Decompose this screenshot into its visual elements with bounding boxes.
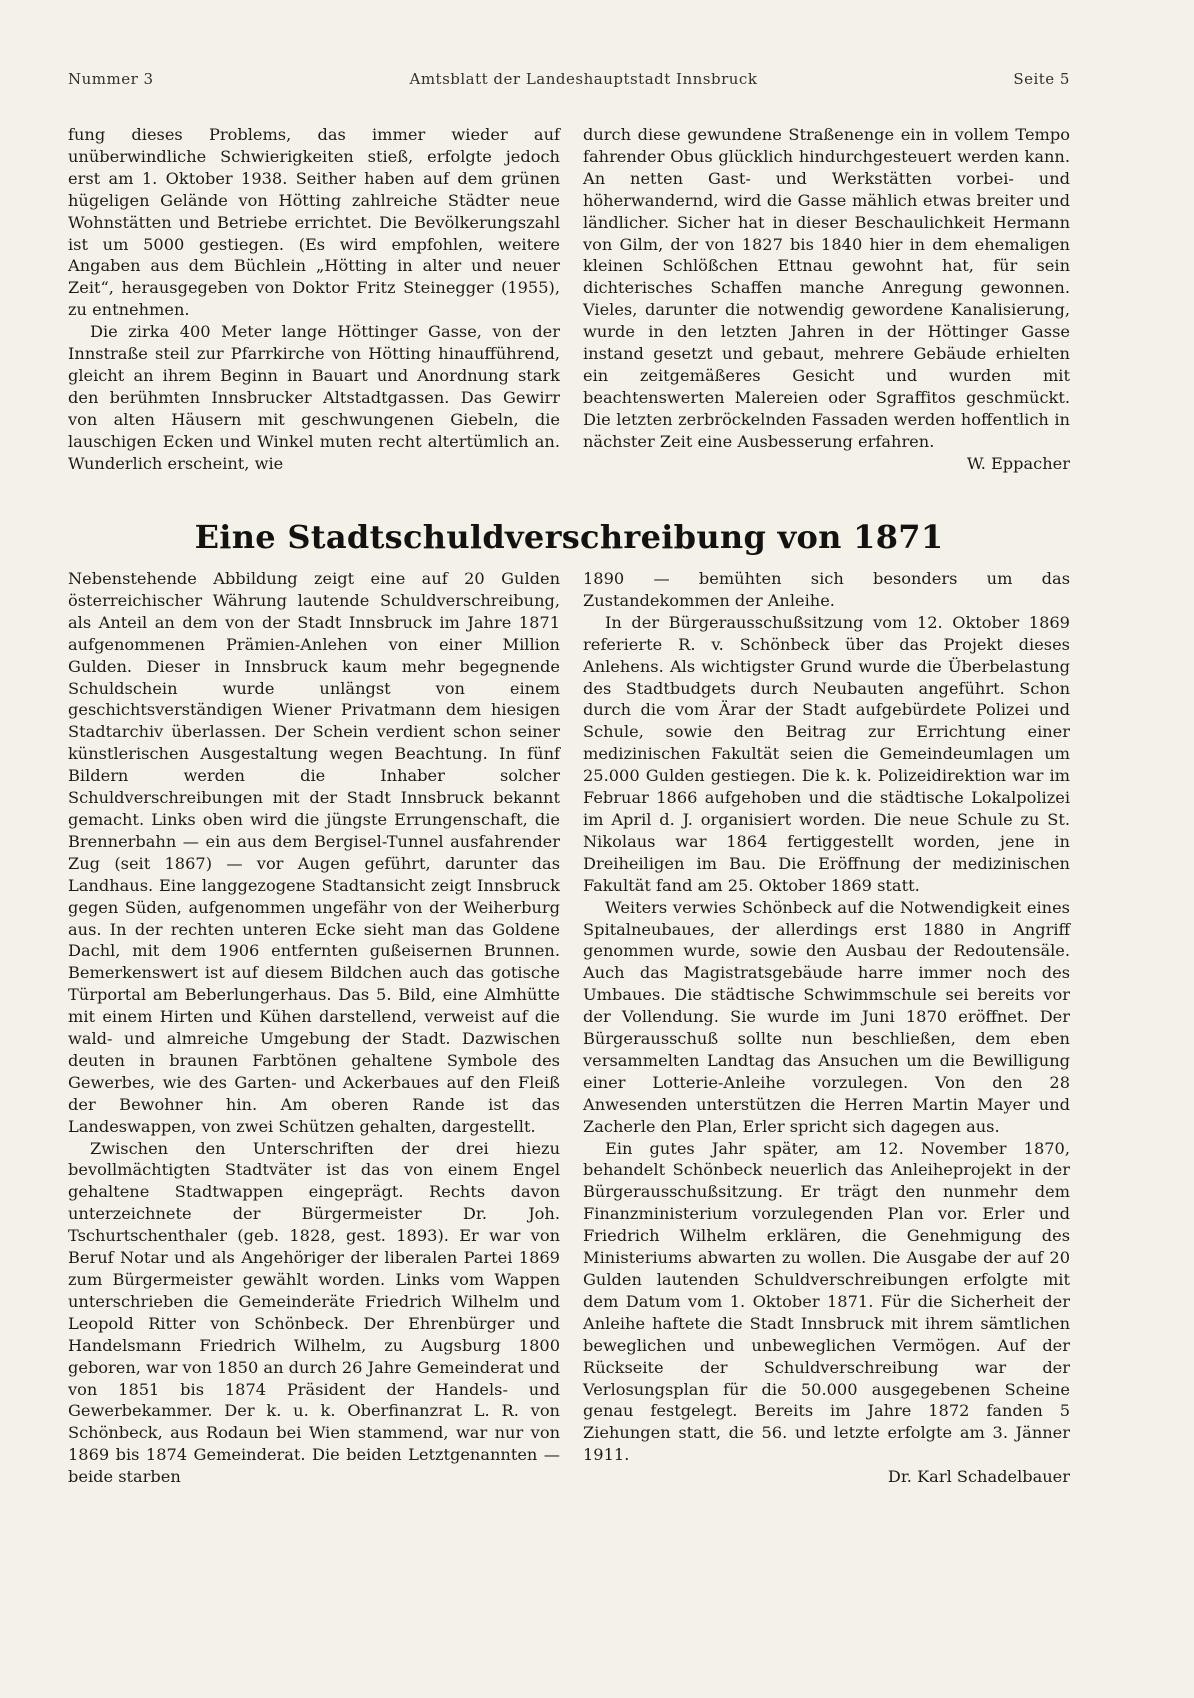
- publication-title: Amtsblatt der Landeshauptstadt Innsbruck: [409, 70, 758, 88]
- issue-number: Nummer 3: [68, 70, 154, 88]
- top-article-left-column: [68, 124, 560, 475]
- paragraph: 1890 — bemühten sich besonders um das Zustandekommen der Anleihe.: [583, 569, 1070, 610]
- author-name: W. Eppacher: [966, 453, 1070, 473]
- paragraph: durch diese gewundene Straßenenge ein in vollem Tempo fahrender Obus glücklich hindurchgesteuert werden kann. An netten Gast- und Werkstätten vorbei- und höherwandernd, wird die Gasse mählich etwas breiter und ländlicher. Sicher hat in dieser Beschaulichkeit Hermann von Gilm, der von 1827 bis 1840 hier in dem ehemaligen kleinen Schlößchen Ettnau gewohnt hat, für sein dichterisches Schaffen manche Anregung gewonnen. Vieles, darunter die notwendig gewordene Kanalisierung, wurde in den letzten Jahren in der Höttinger Gasse instand gesetzt und gebaut, mehrere Gebäude erhielten ein zeitgemäßeres Gesicht und wurden mit beachtenswerten Malereien oder Sgraffitos geschmückt. Die letzten zerbröckelnden Fassaden werden hoffentlich in nächster Zeit eine Ausbesserung erfahren.: [583, 125, 1070, 451]
- article-headline: Eine Stadtschuldverschreibung von 1871: [194, 518, 944, 556]
- paragraph: Ein gutes Jahr später, am 12. November 1870, behandelt Schönbeck neuerlich das Anleiheprojekt in der Bürgerausschußsitzung. Er trägt den nunmehr dem Finanzministerium vorzulegenden Plan vor. Erler und Friedrich Wilhelm erklären, die Genehmigung des Ministeriums abwarten zu wollen. Die Ausgabe der auf 20 Gulden lautenden Schuldverschreibungen erfolgte mit dem Datum vom 1. Oktober 1871. Für die Sicherheit der Anleihe haftete die Stadt Innsbruck mit ihrem sämtlichen beweglichen und unbeweglichen Vermögen. Auf der Rückseite der Schuldverschreibung war der Verlosungsplan für die 50.000 ausgegebenen Scheine genau festgelegt. Bereits im Jahre 1872 fanden 5 Ziehungen statt, die 56. und letzte erfolgte am 3. Jänner 1911.: [583, 1138, 1070, 1465]
- paragraph: fung dieses Problems, das immer wieder auf unüberwindliche Schwierigkeiten stieß, erfolgte jedoch erst am 1. Oktober 1938. Seither haben auf dem grünen hügeligen Gelände von Hötting zahlreiche Städter neue Wohnstätten und Betriebe errichtet. Die Bevölkerungszahl ist um 5000 gestiegen. (Es wird empfohlen, weitere Angaben aus dem Büchlein „Hötting in alter und neuer Zeit“, herausgegeben von Doktor Fritz Steinegger (1955), zu entnehmen.: [68, 125, 560, 320]
- author-signature: [583, 1466, 1070, 1488]
- paragraph: In der Bürgerausschußsitzung vom 12. Oktober 1869 referierte R. v. Schönbeck über das Projekt dieses Anlehens. Als wichtigster Grund wurde die Überbelastung des Stadtbudgets durch Neubauten angeführt. Schon durch die vom Ärar der Stadt aufgebürdete Polizei und Schule, sowie den Beitrag zur Errichtung einer medizinischen Fakultät seien die Gemeindeumlagen um 25.000 Gulden gestiegen. Die k. k. Polizeidirektion war im Februar 1866 aufgehoben und die städtische Lokalpolizei im April d. J. organisiert worden. Die neue Schule zu St. Nikolaus war 1864 fertiggestellt worden, jene in Dreiheiligen im Bau. Die Eröffnung der medizinischen Fakultät fand am 25. Oktober 1869 statt.: [583, 612, 1070, 895]
- paragraph: Weiters verwies Schönbeck auf die Notwendigkeit eines Spitalneubaues, der allerdings erst 1880 in Angriff genommen wurde, sowie den Ausbau der Redoutensäle. Auch das Magistratsgebäude harre immer noch des Umbaues. Die städtische Schwimmschule sei bereits vor der Vollendung. Sie wurde im Juni 1870 eröffnet. Der Bürgerausschuß sollte nun beschließen, dem eben versammelten Landtag das Ansuchen um die Bewilligung einer Lotterie-Anleihe vorzulegen. Von den 28 Anwesenden unterstützen die Herren Martin Mayer und Zacherle den Plan, Erler spricht sich dagegen aus.: [583, 897, 1070, 1136]
- top-article-right-column: [583, 124, 1070, 475]
- paragraph: Zwischen den Unterschriften der drei hiezu bevollmächtigten Stadtväter ist das von einem Engel gehaltene Stadtwappen eingeprägt. Rechts davon unterzeichnete der Bürgermeister Dr. Joh. Tschurtschenthaler (geb. 1828, gest. 1893). Er war von Beruf Notar und als Angehöriger der liberalen Partei 1869 zum Bürgermeister gewählt worden. Links vom Wappen unterschrieben die Gemeinderäte Friedrich Wilhelm und Leopold Ritter von Schönbeck. Der Ehrenbürger und Handelsmann Friedrich Wilhelm, zu Augsburg 1800 geboren, war von 1850 an durch 26 Jahre Gemeinderat und von 1851 bis 1874 Präsident der Handels- und Gewerbekammer. Der k. u. k. Oberfinanzrat L. R. von Schönbeck, aus Rodaun bei Wien stammend, war nur von 1869 bis 1874 Gemeinderat. Die beiden Letztgenannten — beide starben: [68, 1138, 560, 1487]
- author-signature: [583, 453, 1070, 475]
- author-name: Dr. Karl Schadelbauer: [887, 1467, 1070, 1487]
- page-number: Seite 5: [1013, 70, 1070, 88]
- paragraph: Die zirka 400 Meter lange Höttinger Gasse, von der Innstraße steil zur Pfarrkirche von Hötting hinaufführend, gleicht an ihrem Beginn in Bauart und Anordnung stark den berühmten Innsbrucker Altstadtgassen. Das Gewirr von alten Häusern mit geschwungenen Giebeln, die lauschigen Ecken und Winkel muten recht altertümlich an. Wunderlich erscheint, wie: [68, 322, 560, 473]
- paragraph: Nebenstehende Abbildung zeigt eine auf 20 Gulden österreichischer Währung lautende Schuldverschreibung, als Anteil an dem von der Stadt Innsbruck im Jahre 1871 aufgenommenen Prämien-Anlehen von einer Million Gulden. Dieser in Innsbruck kaum mehr begegnende Schuldschein wurde unlängst von einem geschichtsverständigen Wiener Privatmann dem hiesigen Stadtarchiv überlassen. Der Schein verdient schon seiner künstlerischen Ausgestaltung wegen Beachtung. In fünf Bildern werden die Inhaber solcher Schuldverschreibungen mit der Stadt Innsbruck bekannt gemacht. Links oben wird die jüngste Errungenschaft, die Brennerbahn — ein aus dem Bergisel-Tunnel ausfahrender Zug (seit 1867) — vor Augen geführt, darunter das Landhaus. Eine langgezogene Stadtansicht zeigt Innsbruck gegen Süden, aufgenommen ungefähr von der Weiherburg aus. In der rechten unteren Ecke sieht man das Goldene Dachl, mit dem 1906 entfernten gußeisernen Brunnen. Bemerkenswert ist auf diesem Bildchen auch das gotische Türportal am Beberlungerhaus. Das 5. Bild, eine Almhütte mit einem Hirten und Kühen darstellend, verweist auf die wald- und almreiche Umgebung der Stadt. Dazwischen deuten in braunen Farbtönen gehaltene Symbole des Gewerbes, wie des Garten- und Ackerbaues auf den Fleiß der Bewohner hin. Am oberen Rande ist das Landeswappen, von zwei Schützen gehalten, dargestellt.: [68, 569, 560, 1136]
- main-article-left-column: [68, 568, 560, 1488]
- main-article-right-column: [583, 568, 1070, 1488]
- running-header: [68, 70, 1070, 88]
